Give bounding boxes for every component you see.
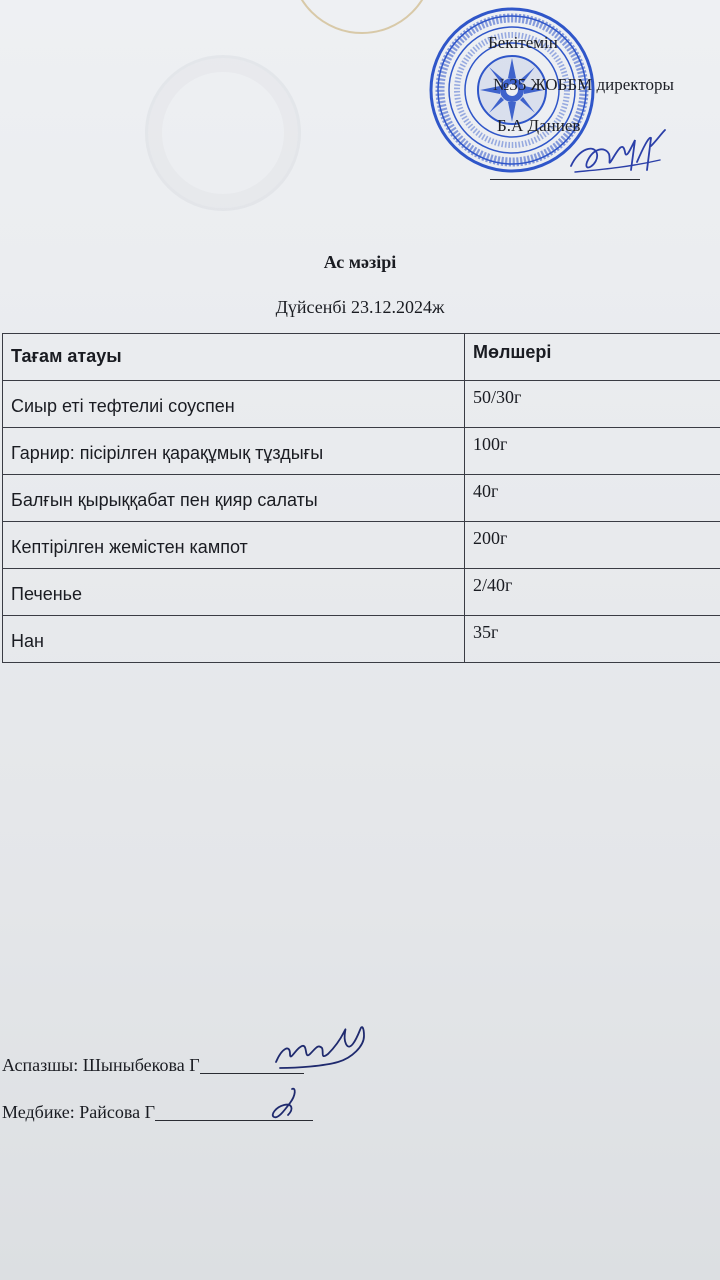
approval-position: №35 ЖОББМ директоры [493,75,674,94]
dish-name: Гарнир: пісірілген қарақұмық тұздығы [3,428,465,475]
table-row [3,616,720,663]
cook-signature-icon [268,1018,378,1076]
cook-signoff [2,1055,304,1076]
table-row [3,522,720,569]
dish-name: Балғын қырыққабат пен қияр салаты [3,475,465,522]
menu-date: Дүйсенбі 23.12.2024ж [275,297,445,317]
cook-label: Аспазшы: Шыныбекова Г [2,1055,200,1075]
table-row [3,381,720,428]
dish-amount: 40г [464,475,720,522]
dish-name: Кептірілген жемістен кампот [3,522,465,569]
header-amount: Мөлшері [464,334,720,381]
dish-amount: 35г [464,616,720,663]
nurse-signature-icon [262,1085,312,1123]
dish-name: Печенье [3,569,465,616]
dish-amount: 100г [464,428,720,475]
faded-stamp-imprint [145,55,301,211]
menu-title: Ас мәзірі [323,252,397,272]
table-header-row [3,334,720,381]
approval-label: Бекітемін [488,33,558,52]
approval-name: Б.А Даниев [497,116,581,135]
header-dish-name: Тағам атауы [3,334,465,381]
dish-amount: 50/30г [464,381,720,428]
dish-name: Сиыр еті тефтелиі соуспен [3,381,465,428]
dish-name: Нан [3,616,465,663]
director-signature-icon [565,118,670,188]
table-row [3,569,720,616]
photo-artifact-ring [290,0,434,34]
dish-amount: 200г [464,522,720,569]
nurse-label: Медбике: Райсова Г [2,1102,156,1122]
table-row [3,428,720,475]
menu-table [2,333,720,663]
dish-amount: 2/40г [464,569,720,616]
table-row [3,475,720,522]
